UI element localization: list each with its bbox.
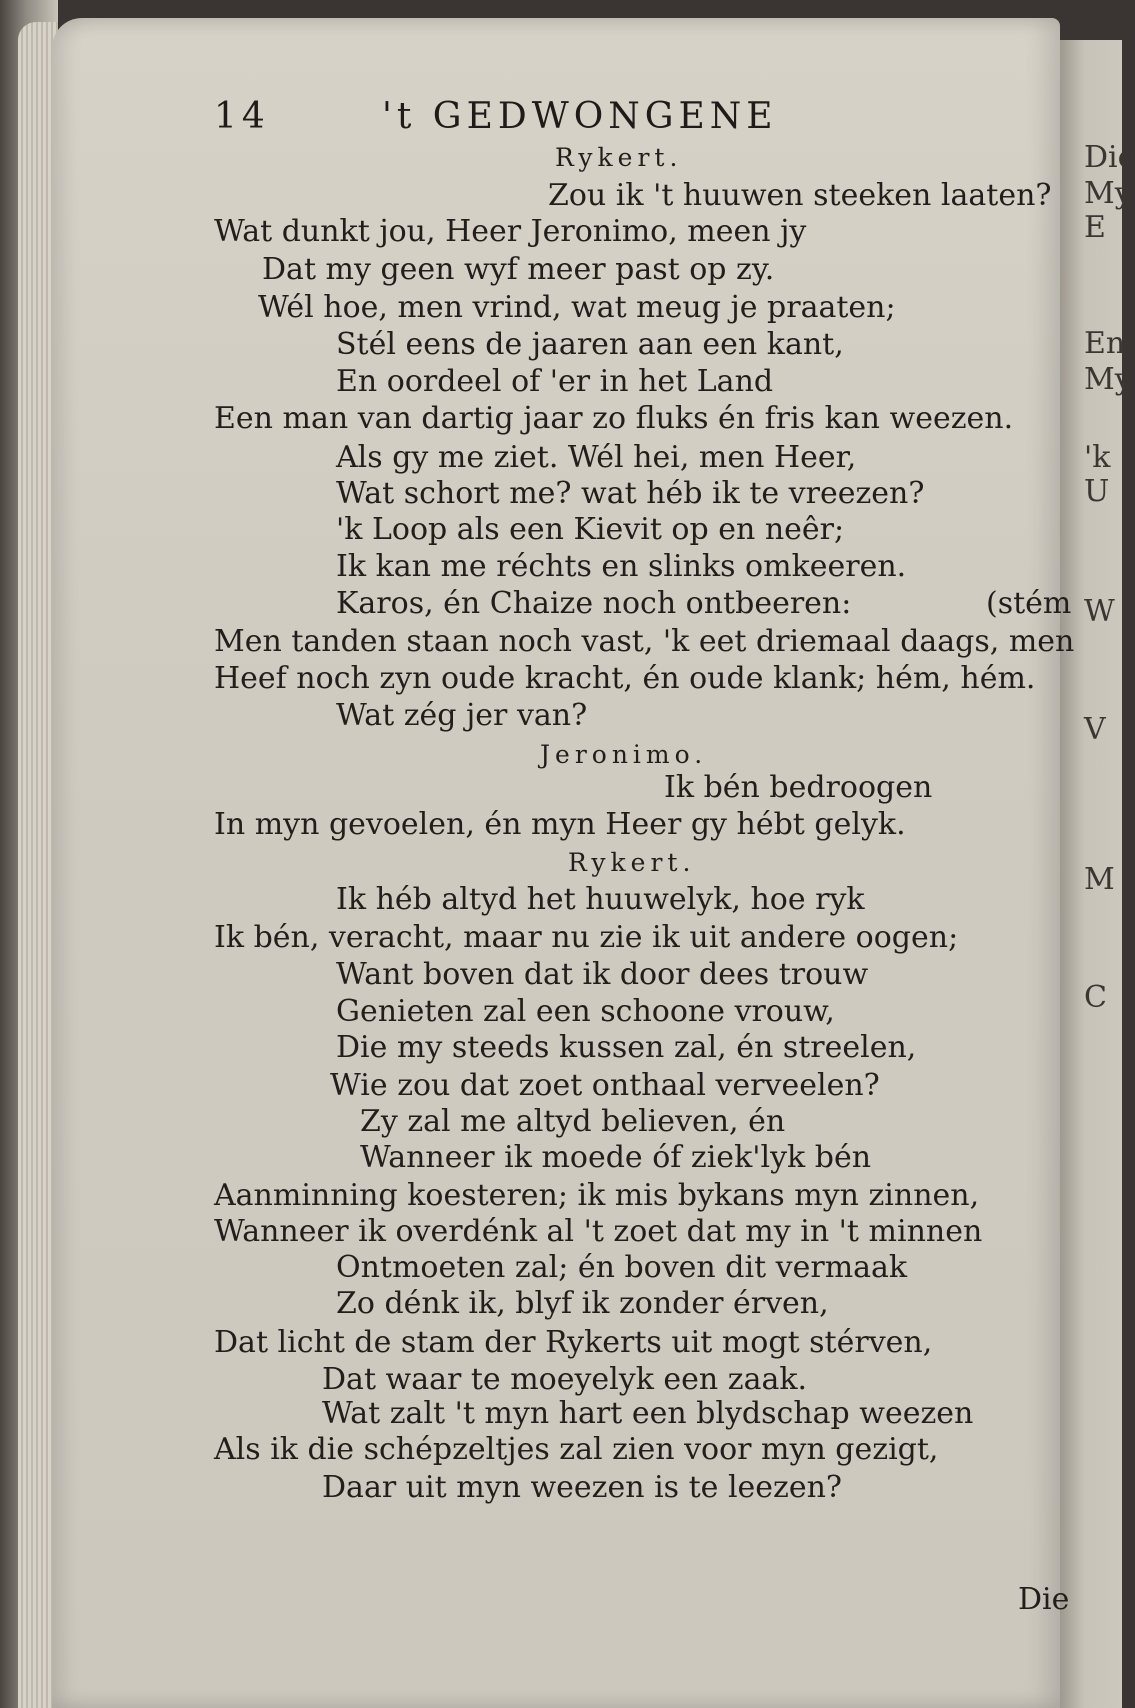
verse-line: Dat waar te moeyelyk een zaak. <box>322 1362 808 1397</box>
verse-line: Ik bén bedroogen <box>664 770 933 805</box>
verse-line: Wat dunkt jou, Heer Jeronimo, meen jy <box>214 214 807 249</box>
verse-line: Ik kan me réchts en slinks omkeeren. <box>336 549 907 584</box>
next-page-fragment: My <box>1084 362 1132 397</box>
verse-line: Die my steeds kussen zal, én streelen, <box>336 1030 917 1065</box>
verse-line: En oordeel of 'er in het Land <box>336 364 774 399</box>
verse-line: Wanneer ik moede óf ziek'lyk bén <box>360 1140 872 1175</box>
verse-line-trail: (stém <box>986 586 1072 621</box>
next-page-fragment: V <box>1084 712 1106 747</box>
verse-line: Als gy me ziet. Wél hei, men Heer, <box>336 440 857 475</box>
next-page-fragment: 'k <box>1084 440 1111 475</box>
verse-line: Karos, én Chaize noch ontbeeren: <box>336 586 852 621</box>
verse-line: Heef noch zyn oude kracht, én oude klank; hém, hém. <box>214 661 1036 696</box>
verse-line: Zo dénk ik, blyf ik zonder érven, <box>336 1286 829 1321</box>
verse-line: Ik héb altyd het huuwelyk, hoe ryk <box>336 882 865 917</box>
next-page-fragment: Die <box>1084 140 1135 175</box>
speaker-name: Jeronimo. <box>540 740 708 769</box>
verse-line: Dat licht de stam der Rykerts uit mogt stérven, <box>214 1325 933 1360</box>
verse-line: Wat zég jer van? <box>336 698 588 733</box>
next-page-fragment: E <box>1084 210 1106 245</box>
speaker-name: Rykert. <box>568 848 696 877</box>
next-page-fragment: En <box>1084 326 1126 361</box>
verse-line: Wél hoe, men vrind, wat meug je praaten; <box>258 290 896 325</box>
next-page-fragment: W <box>1084 594 1115 629</box>
verse-line: Wie zou dat zoet onthaal verveelen? <box>330 1068 880 1103</box>
verse-line: Ik bén, veracht, maar nu zie ik uit andere oogen; <box>214 920 959 955</box>
verse-line: Daar uit myn weezen is te leezen? <box>322 1470 843 1505</box>
running-title: 't GEDWONGENE <box>382 96 778 137</box>
verse-line: Genieten zal een schoone vrouw, <box>336 994 835 1029</box>
page-number: 14 <box>214 96 270 137</box>
verse-line: Ontmoeten zal; én boven dit vermaak <box>336 1250 908 1285</box>
next-page-fragment: U <box>1084 474 1110 509</box>
verse-line: Zy zal me altyd believen, én <box>360 1104 786 1139</box>
verse-line: 'k Loop als een Kievit op en neêr; <box>336 512 845 547</box>
verse-line: Zou ik 't huuwen steeken laaten? <box>548 178 1052 213</box>
verse-line: Als ik die schépzeltjes zal zien voor myn gezigt, <box>214 1432 939 1467</box>
verse-line: Men tanden staan noch vast, 'k eet driemaal daags, men <box>214 624 1075 659</box>
verse-line: Wat schort me? wat héb ik te vreezen? <box>336 476 925 511</box>
verse-line: Wat zalt 't myn hart een blydschap weezen <box>322 1396 974 1431</box>
verse-line: Want boven dat ik door dees trouw <box>336 957 869 992</box>
next-page-fragment: M <box>1084 862 1115 897</box>
next-page-fragment: C <box>1084 980 1107 1015</box>
catchword: Die <box>1018 1582 1070 1617</box>
speaker-name: Rykert. <box>555 143 683 172</box>
verse-line: Dat my geen wyf meer past op zy. <box>262 252 775 287</box>
verse-line: Een man van dartig jaar zo fluks én fris kan weezen. <box>214 401 1014 436</box>
next-page-fragment: My <box>1084 176 1132 211</box>
verse-line: In myn gevoelen, én myn Heer gy hébt gelyk. <box>214 807 906 842</box>
verse-line: Wanneer ik overdénk al 't zoet dat my in 't minnen <box>214 1214 983 1249</box>
verse-line: Stél eens de jaaren aan een kant, <box>336 327 844 362</box>
verse-line: Aanminning koesteren; ik mis bykans myn zinnen, <box>214 1178 980 1213</box>
